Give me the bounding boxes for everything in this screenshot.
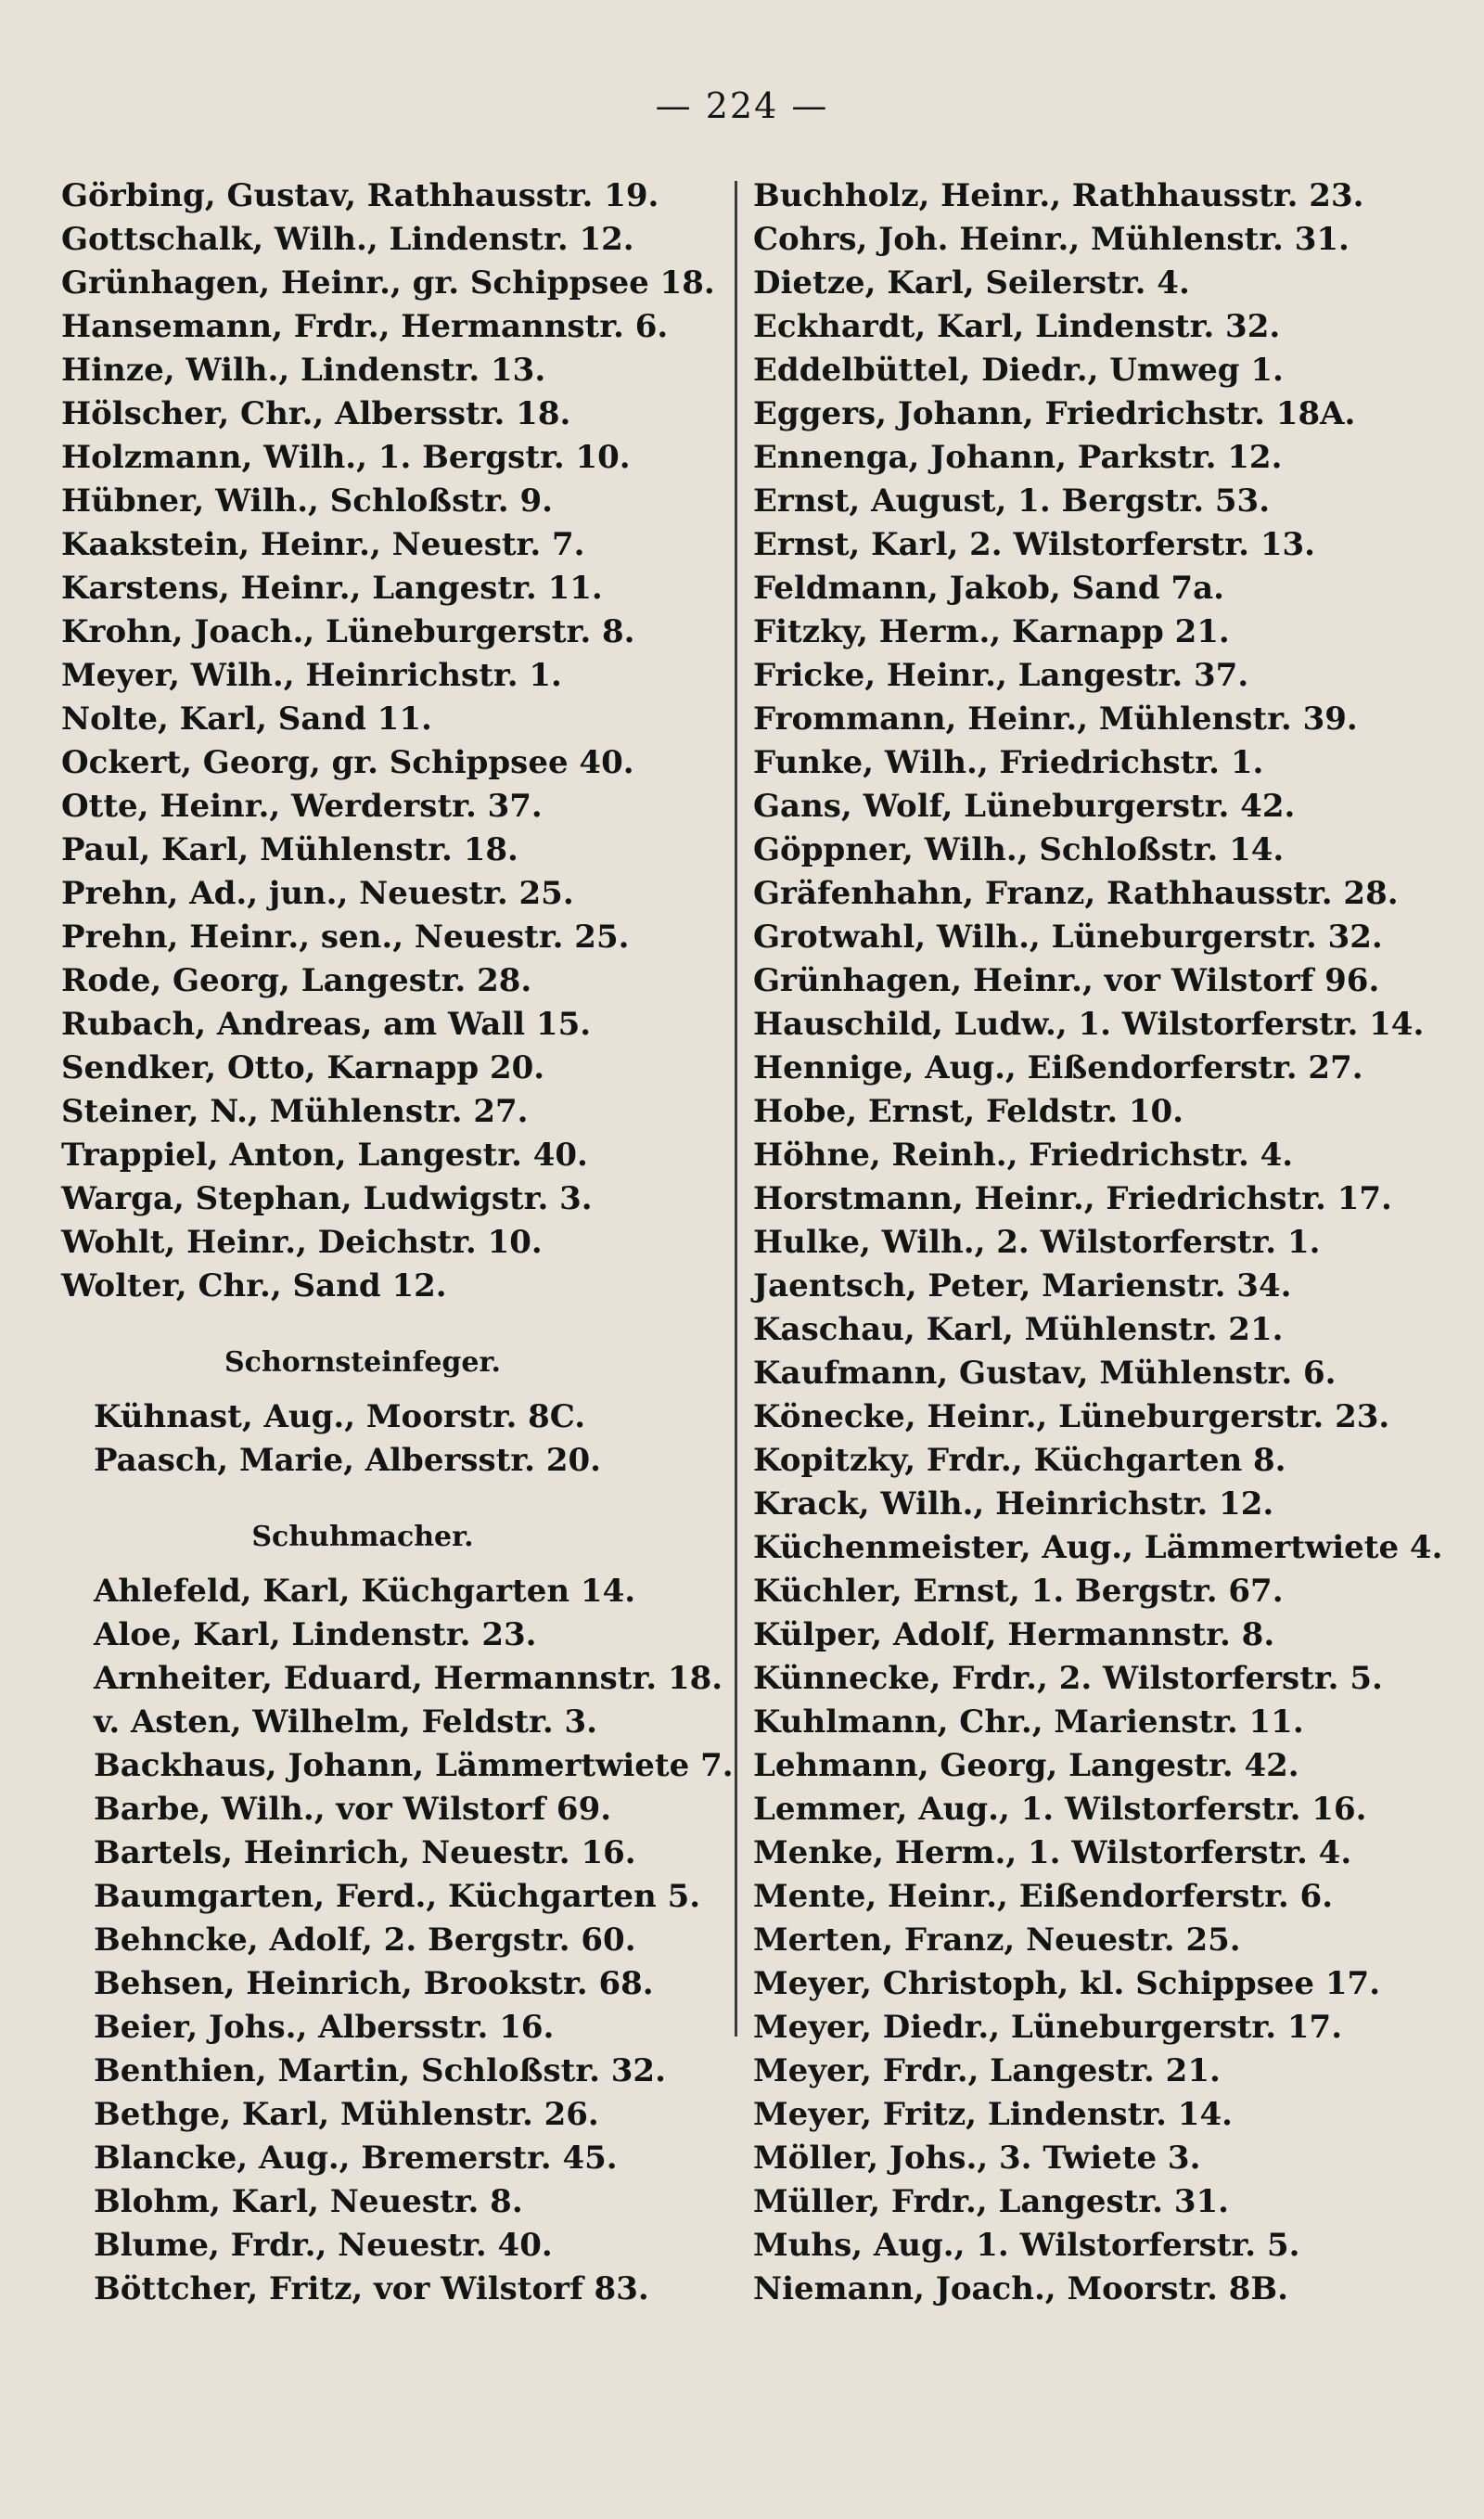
list-item: Paasch, Marie, Albersstr. 20.: [94, 1442, 601, 1479]
list-item: Meyer, Frdr., Langestr. 21.: [753, 2052, 1221, 2089]
list-item: Rode, Georg, Langestr. 28.: [61, 962, 532, 999]
list-item: Blancke, Aug., Bremerstr. 45.: [94, 2140, 618, 2177]
list-item: Baumgarten, Ferd., Küchgarten 5.: [94, 1878, 701, 1915]
list-item: Hübner, Wilh., Schloßstr. 9.: [61, 482, 553, 520]
page-number: — 224 —: [655, 85, 829, 126]
list-item: Krohn, Joach., Lüneburgerstr. 8.: [61, 613, 635, 650]
list-item: Menke, Herm., 1. Wilstorferstr. 4.: [753, 1834, 1352, 1871]
list-item: Krack, Wilh., Heinrichstr. 12.: [753, 1485, 1274, 1523]
list-item: Horstmann, Heinr., Friedrichstr. 17.: [753, 1180, 1392, 1217]
list-item: Holzmann, Wilh., 1. Bergstr. 10.: [61, 439, 631, 476]
list-item: Benthien, Martin, Schloßstr. 32.: [94, 2052, 666, 2089]
list-item: Behsen, Heinrich, Brookstr. 68.: [94, 1965, 654, 2002]
list-item: Merten, Franz, Neuestr. 25.: [753, 1921, 1241, 1959]
list-item: Rubach, Andreas, am Wall 15.: [61, 1006, 592, 1043]
list-item: Frommann, Heinr., Mühlenstr. 39.: [753, 700, 1358, 738]
list-item: Kaakstein, Heinr., Neuestr. 7.: [61, 526, 585, 563]
list-item: Nolte, Karl, Sand 11.: [61, 700, 432, 738]
list-item: Ernst, Karl, 2. Wilstorferstr. 13.: [753, 526, 1315, 563]
list-item: Ernst, August, 1. Bergstr. 53.: [753, 482, 1271, 520]
list-item: Backhaus, Johann, Lämmertwiete 7.: [94, 1747, 734, 1784]
shoemakers-list: [61, 1570, 734, 2311]
list-item: Mente, Heinr., Eißendorferstr. 6.: [753, 1878, 1334, 1915]
list-item: Fitzky, Herm., Karnapp 21.: [753, 613, 1230, 650]
list-item: Kühnast, Aug., Moorstr. 8C.: [94, 1398, 586, 1435]
list-item: Grotwahl, Wilh., Lüneburgerstr. 32.: [753, 919, 1383, 956]
list-item: Ennenga, Johann, Parkstr. 12.: [753, 439, 1283, 476]
list-item: Buchholz, Heinr., Rathhausstr. 23.: [753, 177, 1364, 214]
list-item: Karstens, Heinr., Langestr. 11.: [61, 570, 603, 607]
list-item: Hauschild, Ludw., 1. Wilstorferstr. 14.: [753, 1006, 1425, 1043]
list-item: Meyer, Wilh., Heinrichstr. 1.: [61, 657, 562, 694]
list-item: Ockert, Georg, gr. Schippsee 40.: [61, 744, 634, 781]
list-item: Blohm, Karl, Neuestr. 8.: [94, 2183, 523, 2220]
spacer: [61, 1483, 729, 1514]
list-item: Wohlt, Heinr., Deichstr. 10.: [61, 1224, 543, 1261]
chimney-sweeps-list: [61, 1395, 729, 1483]
list-item: Gans, Wolf, Lüneburgerstr. 42.: [753, 788, 1296, 825]
list-item: Fricke, Heinr., Langestr. 37.: [753, 657, 1249, 694]
list-item: Könecke, Heinr., Lüneburgerstr. 23.: [753, 1398, 1390, 1435]
list-item: Meyer, Diedr., Lüneburgerstr. 17.: [753, 2009, 1343, 2046]
list-item: Warga, Stephan, Ludwigstr. 3.: [61, 1180, 593, 1217]
list-item: Höhne, Reinh., Friedrichstr. 4.: [753, 1137, 1294, 1174]
list-item: Kaschau, Karl, Mühlenstr. 21.: [753, 1311, 1284, 1348]
list-item: Lehmann, Georg, Langestr. 42.: [753, 1747, 1299, 1784]
list-item: Bartels, Heinrich, Neuestr. 16.: [94, 1834, 636, 1871]
spacer: [61, 1386, 729, 1395]
list-item: Kaufmann, Gustav, Mühlenstr. 6.: [753, 1355, 1337, 1392]
list-item: Behncke, Adolf, 2. Bergstr. 60.: [94, 1921, 636, 1959]
list-item: Hennige, Aug., Eißendorferstr. 27.: [753, 1049, 1363, 1086]
list-item: Eckhardt, Karl, Lindenstr. 32.: [753, 308, 1281, 345]
list-item: Müller, Frdr., Langestr. 31.: [753, 2183, 1229, 2220]
list-item: Grünhagen, Heinr., gr. Schippsee 18.: [61, 264, 715, 302]
left-column: [61, 174, 734, 2311]
list-item: Küchler, Ernst, 1. Bergstr. 67.: [753, 1573, 1284, 1610]
list-item: Paul, Karl, Mühlenstr. 18.: [61, 831, 518, 868]
list-item: Lemmer, Aug., 1. Wilstorferstr. 16.: [753, 1791, 1367, 1828]
list-item: Hulke, Wilh., 2. Wilstorferstr. 1.: [753, 1224, 1321, 1261]
list-item: Aloe, Karl, Lindenstr. 23.: [94, 1616, 537, 1653]
right-column: [753, 174, 1443, 2311]
list-item: Prehn, Heinr., sen., Neuestr. 25.: [61, 919, 630, 956]
list-item: Kopitzky, Frdr., Küchgarten 8.: [753, 1442, 1286, 1479]
list-item: Künnecke, Frdr., 2. Wilstorferstr. 5.: [753, 1660, 1383, 1697]
list-item: Grünhagen, Heinr., vor Wilstorf 96.: [753, 962, 1380, 999]
list-item: Hansemann, Frdr., Hermannstr. 6.: [61, 308, 669, 345]
column-divider: [735, 181, 737, 2037]
list-item: Kuhlmann, Chr., Marienstr. 11.: [753, 1703, 1304, 1741]
list-item: Cohrs, Joh. Heinr., Mühlenstr. 31.: [753, 221, 1350, 258]
list-item: Görbing, Gustav, Rathhausstr. 19.: [61, 177, 659, 214]
list-item: Meyer, Fritz, Lindenstr. 14.: [753, 2096, 1233, 2133]
list-item: Külper, Adolf, Hermannstr. 8.: [753, 1616, 1275, 1653]
list-item: Prehn, Ad., jun., Neuestr. 25.: [61, 875, 574, 912]
spacer: [61, 1308, 729, 1340]
continued-entries-list: [61, 174, 729, 1308]
list-item: Gottschalk, Wilh., Lindenstr. 12.: [61, 221, 634, 258]
spacer: [61, 1561, 729, 1570]
list-item: Jaentsch, Peter, Marienstr. 34.: [753, 1267, 1292, 1304]
list-item: Gräfenhahn, Franz, Rathhausstr. 28.: [753, 875, 1399, 912]
list-item: Funke, Wilh., Friedrichstr. 1.: [753, 744, 1264, 781]
list-item: Eddelbüttel, Diedr., Umweg 1.: [753, 352, 1284, 389]
list-item: Küchenmeister, Aug., Lämmertwiete 4.: [753, 1529, 1443, 1566]
list-item: Hölscher, Chr., Albersstr. 18.: [61, 395, 571, 432]
list-item: v. Asten, Wilhelm, Feldstr. 3.: [94, 1703, 598, 1741]
list-item: Niemann, Joach., Moorstr. 8B.: [753, 2270, 1288, 2307]
list-item: Eggers, Johann, Friedrichstr. 18A.: [753, 395, 1356, 432]
list-item: Steiner, N., Mühlenstr. 27.: [61, 1093, 529, 1130]
list-item: Arnheiter, Eduard, Hermannstr. 18.: [94, 1660, 723, 1697]
list-item: Möller, Johs., 3. Twiete 3.: [753, 2140, 1201, 2177]
list-item: Hobe, Ernst, Feldstr. 10.: [753, 1093, 1184, 1130]
section-heading-shoemakers: Schuhmacher.: [251, 1521, 474, 1553]
list-item: Dietze, Karl, Seilerstr. 4.: [753, 264, 1190, 302]
list-item: Meyer, Christoph, kl. Schippsee 17.: [753, 1965, 1381, 2002]
list-item: Blume, Frdr., Neuestr. 40.: [94, 2227, 553, 2264]
list-item: Otte, Heinr., Werderstr. 37.: [61, 788, 543, 825]
list-item: Ahlefeld, Karl, Küchgarten 14.: [94, 1573, 636, 1610]
list-item: Bethge, Karl, Mühlenstr. 26.: [94, 2096, 599, 2133]
list-item: Hinze, Wilh., Lindenstr. 13.: [61, 352, 546, 389]
list-item: Wolter, Chr., Sand 12.: [61, 1267, 447, 1304]
list-item: Muhs, Aug., 1. Wilstorferstr. 5.: [753, 2227, 1300, 2264]
list-item: Trappiel, Anton, Langestr. 40.: [61, 1137, 588, 1174]
list-item: Barbe, Wilh., vor Wilstorf 69.: [94, 1791, 612, 1828]
list-item: Böttcher, Fritz, vor Wilstorf 83.: [94, 2270, 649, 2307]
section-heading-chimney-sweeps: Schornsteinfeger.: [224, 1346, 501, 1379]
list-item: Feldmann, Jakob, Sand 7a.: [753, 570, 1224, 607]
list-item: Beier, Johs., Albersstr. 16.: [94, 2009, 555, 2046]
list-item: Göppner, Wilh., Schloßstr. 14.: [753, 831, 1285, 868]
list-item: Sendker, Otto, Karnapp 20.: [61, 1049, 545, 1086]
